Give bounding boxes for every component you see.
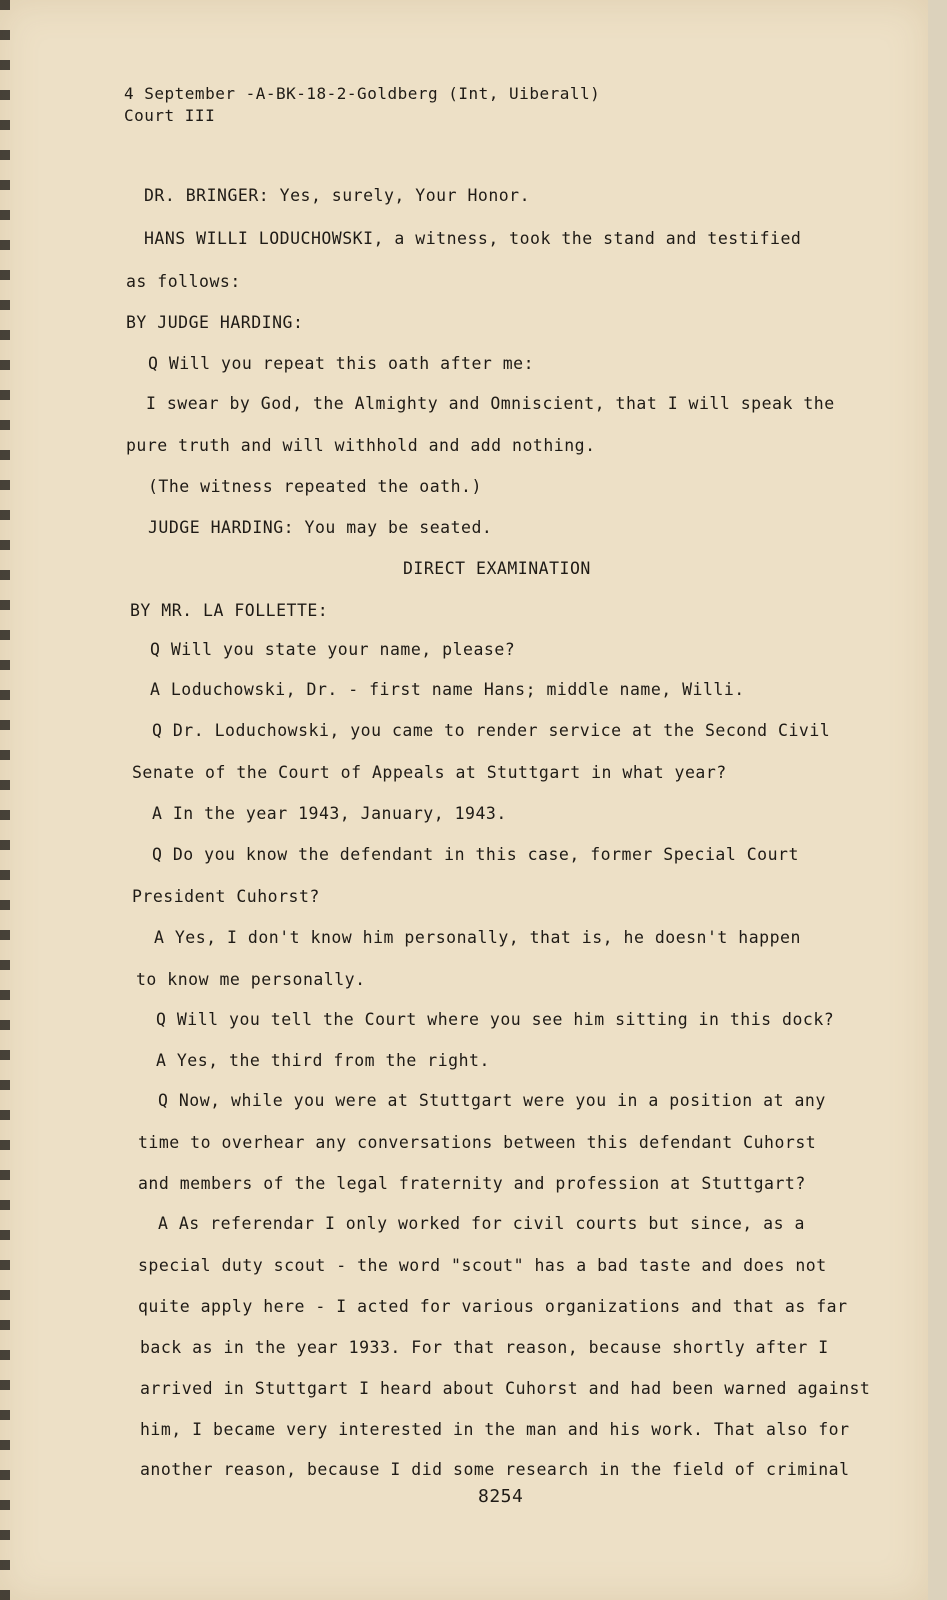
transcript-line: special duty scout - the word "scout" has a bad taste and does not xyxy=(138,1256,827,1275)
transcript-line: to know me personally. xyxy=(136,970,366,989)
transcript-line: Senate of the Court of Appeals at Stuttgart in what year? xyxy=(132,763,727,782)
transcript-line: A Loduchowski, Dr. - first name Hans; middle name, Willi. xyxy=(150,680,745,699)
transcript-line: arrived in Stuttgart I heard about Cuhorst and had been warned against xyxy=(140,1379,871,1398)
transcript-line: Q Will you state your name, please? xyxy=(150,640,516,659)
transcript-line: A In the year 1943, January, 1943. xyxy=(152,804,507,823)
page-number: 8254 xyxy=(478,1486,524,1507)
transcript-line: Q Will you repeat this oath after me: xyxy=(148,354,535,373)
transcript-line: Q Dr. Loduchowski, you came to render service at the Second Civil xyxy=(152,721,831,740)
transcript-line: him, I became very interested in the man and his work. That also for xyxy=(140,1420,850,1439)
binding-holes xyxy=(0,0,10,1600)
transcript-line: Q Now, while you were at Stuttgart were you in a position at any xyxy=(158,1091,826,1110)
transcript-line: BY MR. LA FOLLETTE: xyxy=(130,601,329,620)
transcript-line: another reason, because I did some research in the field of criminal xyxy=(140,1460,850,1479)
transcript-line: quite apply here - I acted for various organizations and that as far xyxy=(138,1297,848,1316)
transcript-line: President Cuhorst? xyxy=(132,887,320,906)
transcript-line: BY JUDGE HARDING: xyxy=(126,313,304,332)
transcript-line: DR. BRINGER: Yes, surely, Your Honor. xyxy=(144,186,531,205)
transcript-line: back as in the year 1933. For that reason, because shortly after I xyxy=(140,1338,829,1357)
section-heading: DIRECT EXAMINATION xyxy=(403,559,591,578)
transcript-line: Q Will you tell the Court where you see him sitting in this dock? xyxy=(156,1010,835,1029)
transcript-line: (The witness repeated the oath.) xyxy=(148,477,482,496)
transcript-line: A Yes, I don't know him personally, that is, he doesn't happen xyxy=(154,928,801,947)
header-line-2: Court III xyxy=(124,106,216,125)
transcript-line: time to overhear any conversations between this defendant Cuhorst xyxy=(138,1133,817,1152)
transcript-line: JUDGE HARDING: You may be seated. xyxy=(148,518,493,537)
transcript-line: HANS WILLI LODUCHOWSKI, a witness, took the stand and testified xyxy=(144,229,802,248)
page-edge xyxy=(928,0,947,1600)
transcript-line: A Yes, the third from the right. xyxy=(156,1051,490,1070)
transcript-line: I swear by God, the Almighty and Omniscient, that I will speak the xyxy=(146,394,835,413)
transcript-line: Q Do you know the defendant in this case, former Special Court xyxy=(152,845,799,864)
transcript-line: and members of the legal fraternity and profession at Stuttgart? xyxy=(138,1174,806,1193)
transcript-line: pure truth and will withhold and add nothing. xyxy=(126,436,596,455)
header-line-1: 4 September -A-BK-18-2-Goldberg (Int, Uiberall) xyxy=(124,84,601,103)
transcript-line: A As referendar I only worked for civil courts but since, as a xyxy=(158,1214,805,1233)
transcript-line: as follows: xyxy=(126,272,241,291)
